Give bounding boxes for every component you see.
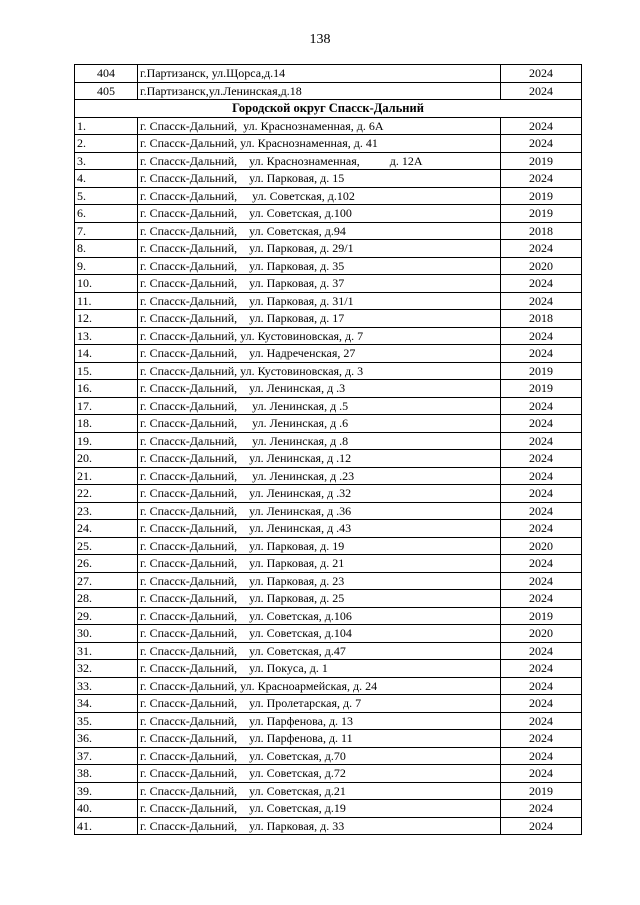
table-row: [75, 310, 582, 328]
row-number: 41.: [75, 817, 138, 835]
row-address: г. Спасск-Дальний, ул. Парфенова, д. 11: [138, 730, 501, 748]
row-year: 2024: [501, 695, 582, 713]
row-year: 2024: [501, 415, 582, 433]
table-row: [75, 747, 582, 765]
table-row: [75, 65, 582, 83]
row-number: 33.: [75, 677, 138, 695]
row-number: 3.: [75, 152, 138, 170]
row-year: 2018: [501, 222, 582, 240]
table-row: [75, 362, 582, 380]
row-address: г. Спасск-Дальний, ул. Надреченская, 27: [138, 345, 501, 363]
row-number: 10.: [75, 275, 138, 293]
table-body: [75, 65, 582, 835]
row-year: 2020: [501, 625, 582, 643]
row-address: г. Спасск-Дальний, ул. Парковая, д. 31/1: [138, 292, 501, 310]
row-address: г. Спасск-Дальний, ул. Ленинская, д .12: [138, 450, 501, 468]
row-address: г.Партизанск,ул.Ленинская,д.18: [138, 82, 501, 100]
table-row: [75, 712, 582, 730]
table-row: [75, 275, 582, 293]
row-year: 2024: [501, 327, 582, 345]
row-address: г. Спасск-Дальний, ул. Краснознаменная, д. 41: [138, 135, 501, 153]
table-row: [75, 170, 582, 188]
row-number: 7.: [75, 222, 138, 240]
row-number: 38.: [75, 765, 138, 783]
row-address: г. Спасск-Дальний, ул. Парковая, д. 19: [138, 537, 501, 555]
row-year: 2024: [501, 82, 582, 100]
table-row: [75, 187, 582, 205]
row-address: г. Спасск-Дальний, ул. Ленинская, д .43: [138, 520, 501, 538]
table-row: [75, 327, 582, 345]
row-address: г. Спасск-Дальний, ул. Краснознаменная, д. 12А: [138, 152, 501, 170]
row-address: г. Спасск-Дальний, ул. Советская, д.19: [138, 800, 501, 818]
row-year: 2024: [501, 275, 582, 293]
table-row: [75, 572, 582, 590]
row-address: г. Спасск-Дальний, ул. Ленинская, д .6: [138, 415, 501, 433]
table-row: [75, 397, 582, 415]
table-row: [75, 625, 582, 643]
row-address: г. Спасск-Дальний, ул. Красноармейская, д. 24: [138, 677, 501, 695]
row-address: г. Спасск-Дальний, ул. Советская, д.21: [138, 782, 501, 800]
row-year: 2024: [501, 345, 582, 363]
row-number: 22.: [75, 485, 138, 503]
row-number: 29.: [75, 607, 138, 625]
row-year: 2024: [501, 747, 582, 765]
row-address: г. Спасск-Дальний, ул. Парковая, д. 23: [138, 572, 501, 590]
row-address: г. Спасск-Дальний, ул. Кустовиновская, д. 7: [138, 327, 501, 345]
row-address: г. Спасск-Дальний, ул. Ленинская, д .8: [138, 432, 501, 450]
row-number: 34.: [75, 695, 138, 713]
row-address: г. Спасск-Дальний, ул. Парковая, д. 15: [138, 170, 501, 188]
table-row: [75, 240, 582, 258]
row-number: 21.: [75, 467, 138, 485]
row-year: 2019: [501, 380, 582, 398]
row-year: 2024: [501, 520, 582, 538]
row-address: г. Спасск-Дальний, ул. Парковая, д. 25: [138, 590, 501, 608]
row-year: 2024: [501, 432, 582, 450]
table-row: [75, 765, 582, 783]
row-year: 2024: [501, 450, 582, 468]
row-year: 2024: [501, 170, 582, 188]
row-number: 30.: [75, 625, 138, 643]
row-address: г. Спасск-Дальний, ул. Парковая, д. 17: [138, 310, 501, 328]
row-year: 2019: [501, 152, 582, 170]
row-year: 2019: [501, 205, 582, 223]
row-address: г. Спасск-Дальний, ул. Краснознаменная, д. 6А: [138, 117, 501, 135]
row-year: 2024: [501, 765, 582, 783]
row-year: 2019: [501, 362, 582, 380]
table-row: [75, 502, 582, 520]
table-row: [75, 800, 582, 818]
row-number: 5.: [75, 187, 138, 205]
table-row: [75, 695, 582, 713]
table-row: [75, 555, 582, 573]
table-row: [75, 82, 582, 100]
row-number: 36.: [75, 730, 138, 748]
row-year: 2019: [501, 187, 582, 205]
row-number: 35.: [75, 712, 138, 730]
row-number: 20.: [75, 450, 138, 468]
table-row: [75, 520, 582, 538]
row-address: г. Спасск-Дальний, ул. Ленинская, д .32: [138, 485, 501, 503]
row-address: г. Спасск-Дальний, ул. Советская, д.47: [138, 642, 501, 660]
row-number: 26.: [75, 555, 138, 573]
table-row: [75, 467, 582, 485]
row-number: 4.: [75, 170, 138, 188]
row-address: г. Спасск-Дальний, ул. Советская, д.102: [138, 187, 501, 205]
row-year: 2024: [501, 590, 582, 608]
row-number: 28.: [75, 590, 138, 608]
row-number: 15.: [75, 362, 138, 380]
row-number: 18.: [75, 415, 138, 433]
buildings-table: [74, 64, 582, 835]
row-year: 2024: [501, 240, 582, 258]
table-row: [75, 537, 582, 555]
section-title: Городской округ Спасск-Дальний: [75, 100, 582, 118]
row-year: 2024: [501, 397, 582, 415]
row-year: 2024: [501, 817, 582, 835]
row-address: г. Спасск-Дальний, ул. Парковая, д. 21: [138, 555, 501, 573]
row-address: г.Партизанск, ул.Щорса,д.14: [138, 65, 501, 83]
table-row: [75, 660, 582, 678]
table-row: [75, 345, 582, 363]
table-row: [75, 380, 582, 398]
table-row: [75, 817, 582, 835]
table-row: [75, 135, 582, 153]
row-year: 2019: [501, 607, 582, 625]
row-number: 8.: [75, 240, 138, 258]
row-number: 1.: [75, 117, 138, 135]
row-address: г. Спасск-Дальний, ул. Парковая, д. 29/1: [138, 240, 501, 258]
table-row: [75, 642, 582, 660]
row-number: 9.: [75, 257, 138, 275]
table-row: [75, 415, 582, 433]
row-address: г. Спасск-Дальний, ул. Ленинская, д .5: [138, 397, 501, 415]
row-year: 2024: [501, 712, 582, 730]
table-row: [75, 432, 582, 450]
row-year: 2024: [501, 117, 582, 135]
row-address: г. Спасск-Дальний, ул. Парфенова, д. 13: [138, 712, 501, 730]
table-row: [75, 117, 582, 135]
row-number: 27.: [75, 572, 138, 590]
row-number: 2.: [75, 135, 138, 153]
row-number: 39.: [75, 782, 138, 800]
table-row: [75, 782, 582, 800]
row-address: г. Спасск-Дальний, ул. Покуса, д. 1: [138, 660, 501, 678]
row-year: 2024: [501, 65, 582, 83]
table-row: [75, 485, 582, 503]
row-year: 2024: [501, 467, 582, 485]
table-row: [75, 152, 582, 170]
row-address: г. Спасск-Дальний, ул. Пролетарская, д. 7: [138, 695, 501, 713]
row-year: 2024: [501, 660, 582, 678]
row-address: г. Спасск-Дальний, ул. Советская, д.104: [138, 625, 501, 643]
row-year: 2024: [501, 730, 582, 748]
row-year: 2024: [501, 502, 582, 520]
section-row: [75, 100, 582, 118]
row-number: 13.: [75, 327, 138, 345]
row-address: г. Спасск-Дальний, ул. Ленинская, д .36: [138, 502, 501, 520]
row-address: г. Спасск-Дальний, ул. Ленинская, д .3: [138, 380, 501, 398]
page-number: 138: [309, 32, 331, 47]
row-number: 16.: [75, 380, 138, 398]
row-number: 19.: [75, 432, 138, 450]
table-row: [75, 590, 582, 608]
row-address: г. Спасск-Дальний, ул. Советская, д.70: [138, 747, 501, 765]
row-year: 2024: [501, 292, 582, 310]
row-number: 17.: [75, 397, 138, 415]
row-address: г. Спасск-Дальний, ул. Кустовиновская, д. 3: [138, 362, 501, 380]
table-row: [75, 257, 582, 275]
table-row: [75, 677, 582, 695]
row-year: 2018: [501, 310, 582, 328]
row-number: 32.: [75, 660, 138, 678]
row-number: 24.: [75, 520, 138, 538]
row-number: 14.: [75, 345, 138, 363]
row-number: 25.: [75, 537, 138, 555]
row-address: г. Спасск-Дальний, ул. Советская, д.106: [138, 607, 501, 625]
row-number: 37.: [75, 747, 138, 765]
table-row: [75, 730, 582, 748]
row-number: 6.: [75, 205, 138, 223]
row-year: 2024: [501, 555, 582, 573]
row-address: г. Спасск-Дальний, ул. Парковая, д. 37: [138, 275, 501, 293]
row-number: 23.: [75, 502, 138, 520]
row-year: 2024: [501, 642, 582, 660]
row-address: г. Спасск-Дальний, ул. Советская, д.100: [138, 205, 501, 223]
table-row: [75, 222, 582, 240]
row-year: 2024: [501, 800, 582, 818]
row-address: г. Спасск-Дальний, ул. Парковая, д. 35: [138, 257, 501, 275]
row-number: 40.: [75, 800, 138, 818]
row-address: г. Спасск-Дальний, ул. Советская, д.94: [138, 222, 501, 240]
row-year: 2024: [501, 135, 582, 153]
row-number: 404: [75, 65, 138, 83]
row-address: г. Спасск-Дальний, ул. Парковая, д. 33: [138, 817, 501, 835]
row-number: 31.: [75, 642, 138, 660]
row-address: г. Спасск-Дальний, ул. Советская, д.72: [138, 765, 501, 783]
row-address: г. Спасск-Дальний, ул. Ленинская, д .23: [138, 467, 501, 485]
table-row: [75, 292, 582, 310]
row-year: 2024: [501, 572, 582, 590]
row-year: 2024: [501, 485, 582, 503]
row-year: 2020: [501, 257, 582, 275]
table-row: [75, 205, 582, 223]
row-number: 12.: [75, 310, 138, 328]
row-year: 2024: [501, 677, 582, 695]
table-row: [75, 607, 582, 625]
row-number: 405: [75, 82, 138, 100]
table-row: [75, 450, 582, 468]
row-number: 11.: [75, 292, 138, 310]
row-year: 2020: [501, 537, 582, 555]
row-year: 2019: [501, 782, 582, 800]
